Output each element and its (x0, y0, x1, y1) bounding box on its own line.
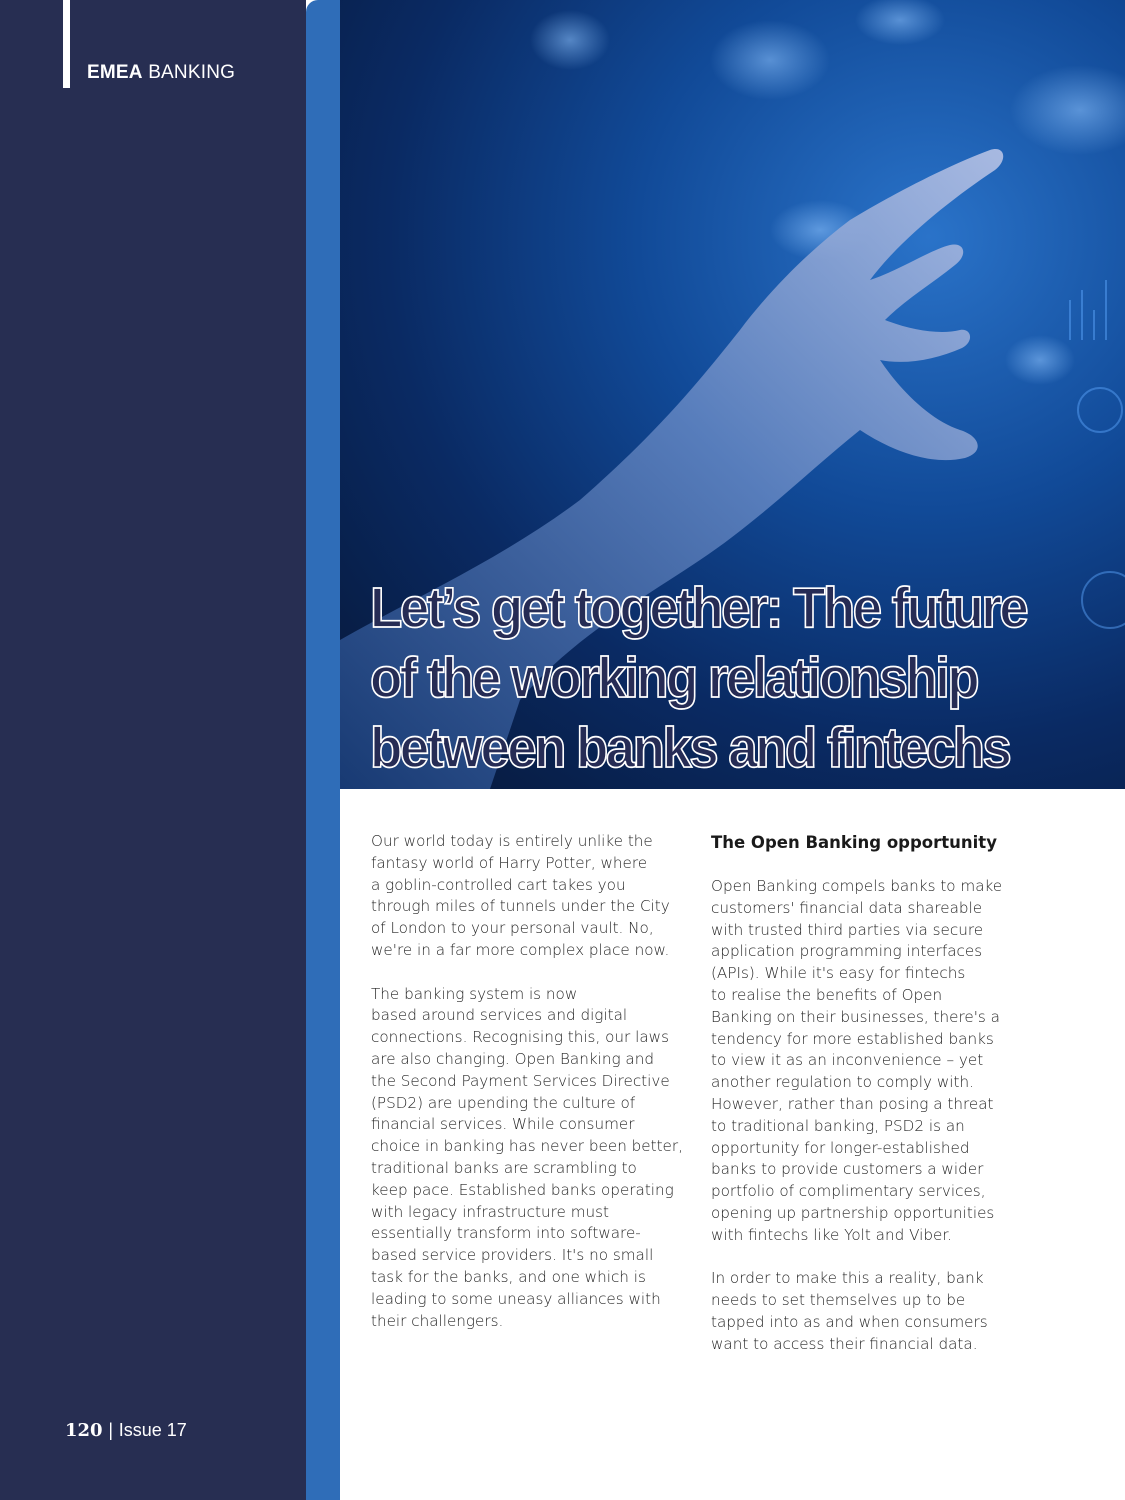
body-paragraph: In order to make this a reality, bank needs to set themselves up to be tapped into as and when consumers want to access their financial data. (711, 1269, 988, 1353)
section-label-strong: EMEA (87, 62, 143, 83)
article-column-right (711, 831, 1041, 1377)
issue-label: Issue 17 (118, 1420, 187, 1440)
page-footer (65, 1420, 187, 1441)
page-number: 120 (65, 1420, 103, 1441)
body-paragraph: Open Banking compels banks to make customers' financial data shareable with trusted third parties via secure application programming interfaces (APIs). While it's easy for fintechs to realise the benefits of Open Banking on their businesses, there's a tendency for more established banks to view it as an inconvenience – yet another regulation to comply with. However, rather than posing a threat to traditional banking, PSD2 is an opportunity for longer-established banks to provide customers a wider portfolio of complimentary services, opening up partnership opportunities with fintechs like Yolt and Viber. (711, 877, 1003, 1244)
article-column-left (371, 831, 701, 1354)
article-headline: Let’s get together: The future of the working relationship between banks and fintechs (370, 577, 1027, 780)
body-paragraph: Our world today is entirely unlike the fantasy world of Harry Potter, where a goblin-controlled cart takes you through miles of tunnels under the City of London to your personal vault. No, we're in a far more complex place now. (371, 832, 670, 959)
section-label (87, 62, 235, 84)
section-heading: The Open Banking opportunity (711, 833, 997, 852)
accent-strip (306, 0, 340, 1500)
sidebar-accent-bar (63, 0, 70, 88)
sidebar (0, 0, 306, 1500)
footer-separator: | (108, 1420, 113, 1440)
section-label-light: BANKING (148, 62, 236, 83)
body-paragraph: The banking system is now based around services and digital connections. Recognising this, our laws are also changing. Open Banking and the Second Payment Services Directive (PSD2) are upending the culture of financial services. While consumer choice in banking has never been better, traditional banks are scrambling to keep pace. Established banks operating with legacy infrastructure must essentially transform into software- based service providers. It's no small task for the banks, and one which is leading to some uneasy alliances with their challengers. (371, 984, 683, 1330)
